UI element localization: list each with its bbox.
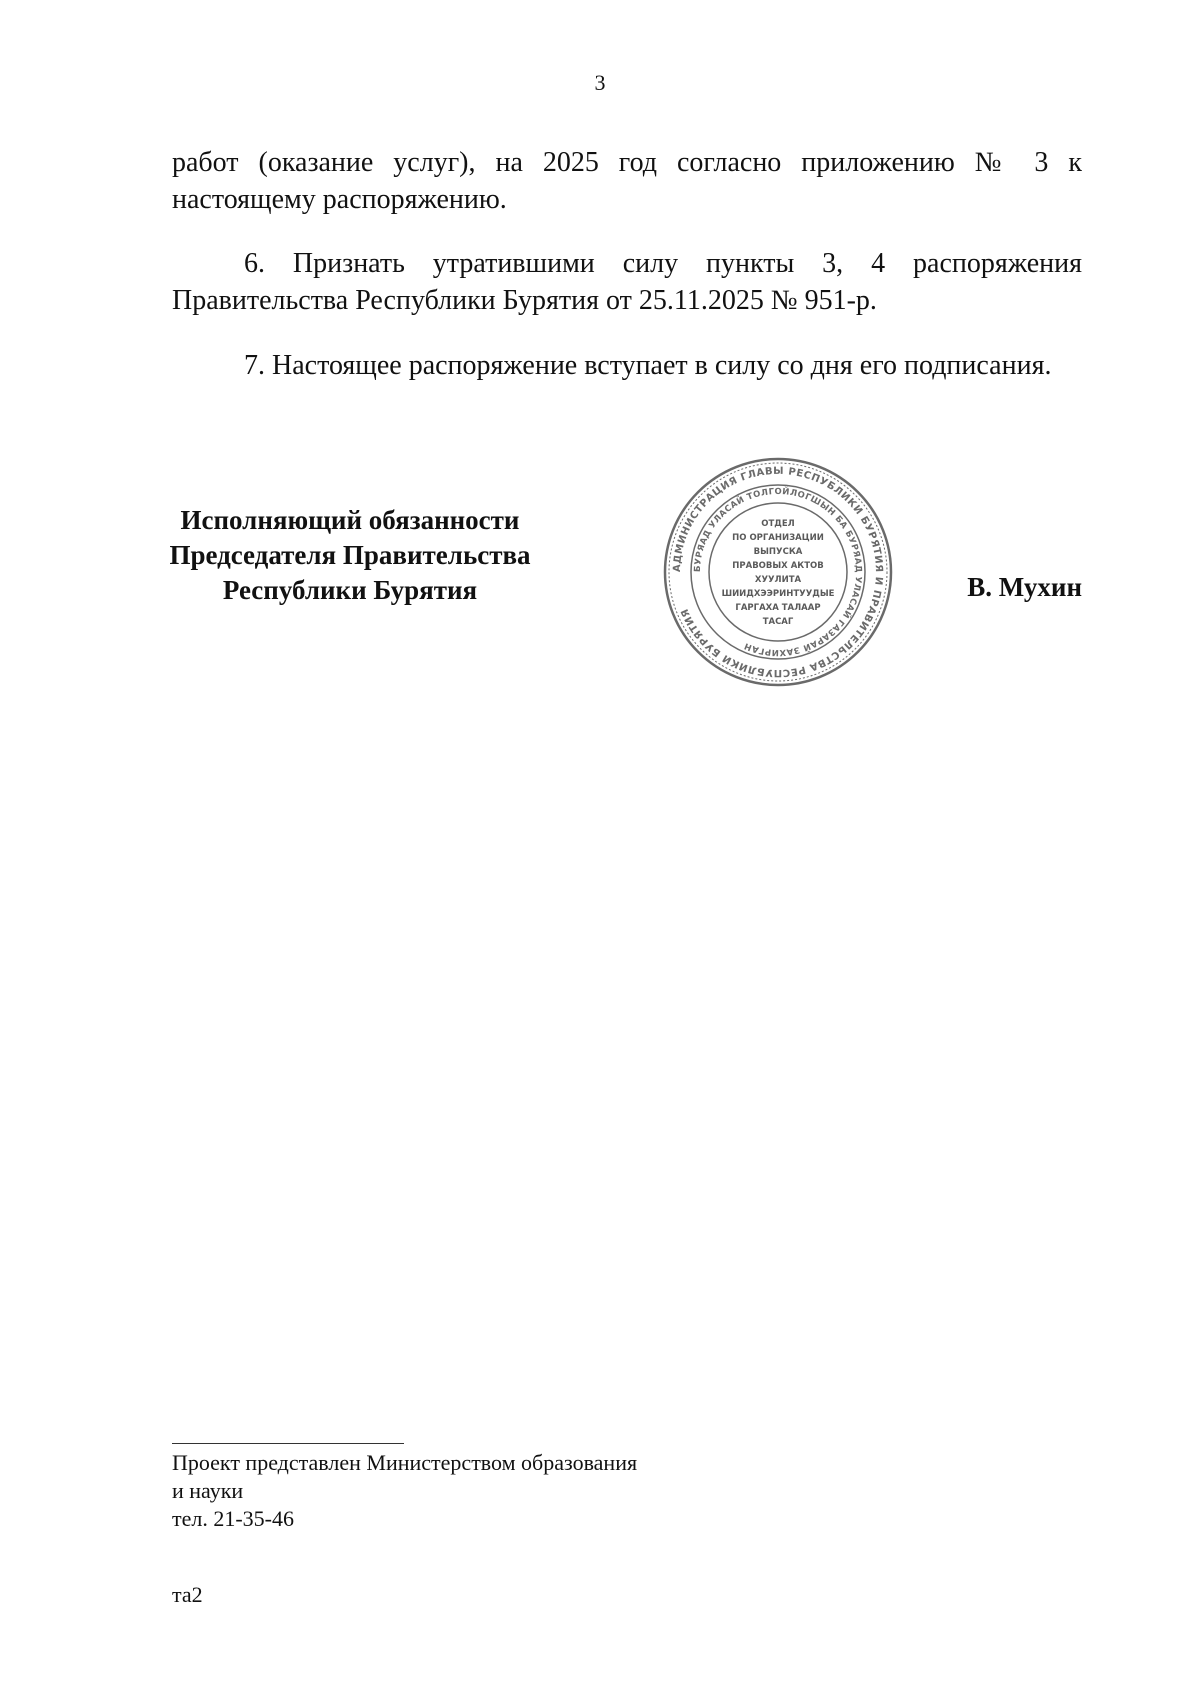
paragraph-item-7: 7. Настоящее распоряжение вступает в силу со дня его подписания. — [244, 350, 1052, 381]
signer-name: В. Мухин — [967, 572, 1082, 602]
signer-position-line: Республики Бурятия — [222, 575, 478, 605]
seal-center-line: ПО ОРГАНИЗАЦИИ — [732, 533, 824, 543]
seal-center-line: ОТДЕЛ — [761, 519, 795, 529]
seal-center-line: ШИИДХЭЭРИНТУУДЫЕ — [721, 589, 835, 599]
signer-position — [150, 503, 550, 608]
footer-code: та2 — [172, 1582, 203, 1607]
seal-inner-ring-text — [693, 485, 863, 657]
footnote-line: Проект представлен Министерством образования — [172, 1450, 638, 1475]
seal-center-text — [722, 519, 835, 627]
page-number: 3 — [594, 70, 606, 95]
paragraph-item-6: 6. Признать утратившими силу пункты 3, 4 распоряжения Правительства Республики Бурятия от 25.11.2025 № 951-р. — [172, 248, 1082, 316]
seal-outer-ring-text — [672, 466, 884, 678]
signer-position-line: Председателя Правительства — [169, 540, 531, 570]
seal-center-line: ХУУЛИТА — [754, 575, 802, 585]
seal-center-line: ПРАВОВЫХ АКТОВ — [732, 561, 824, 571]
footnote-rule — [172, 1443, 404, 1444]
footnote — [172, 1449, 772, 1533]
paragraph-continuation: работ (оказание услуг), на 2025 год согласно приложению № 3 к настоящему распоряжению. — [172, 147, 1082, 215]
seal-center-line: ВЫПУСКА — [753, 547, 803, 557]
seal-center-line: ТАСАГ — [762, 617, 794, 627]
signer-position-line: Исполняющий обязанности — [180, 505, 520, 535]
footnote-line: и науки — [172, 1478, 244, 1503]
seal-outer-ring-textpath: АДМИНИСТРАЦИЯ ГЛАВЫ РЕСПУБЛИКИ БУРЯТИЯ И ПРАВИТЕЛЬСТВА РЕСПУБЛИКИ БУРЯТИЯ — [671, 465, 885, 679]
seal-inner-ring-textpath: БУРЯАД УЛАСАЙ ТОЛГОЙЛОГШЫН БА БУРЯАД УЛАСАЙ ГАЗАРАЙ ЗАХИРГАН — [692, 486, 864, 658]
seal-center-line: ГАРГАХА ТАЛААР — [735, 603, 821, 613]
footnote-line: тел. 21-35-46 — [172, 1506, 295, 1531]
official-seal — [662, 456, 894, 688]
